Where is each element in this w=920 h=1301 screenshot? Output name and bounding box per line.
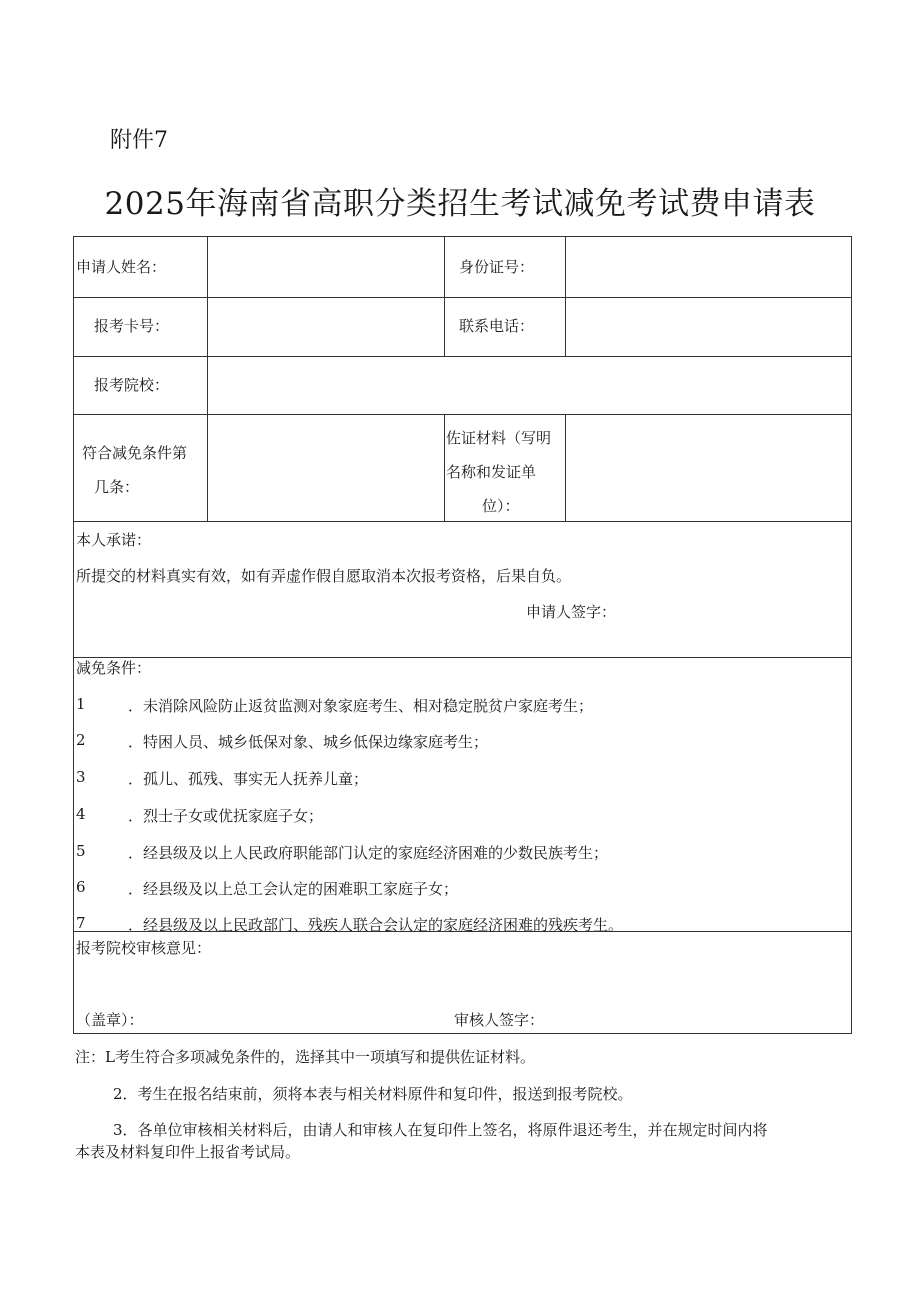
review-opinion-field[interactable] [74, 967, 851, 1003]
condition-number: 5 [76, 842, 86, 860]
condition-number: 6 [76, 878, 86, 896]
phone-label: 联系电话： [459, 317, 535, 335]
condition-number: 3 [76, 768, 86, 786]
column-divider [444, 237, 445, 356]
condition-label-line2: 几条： [94, 478, 140, 496]
id-number-label: 身份证号： [459, 258, 535, 276]
promise-text: 所提交的材料真实有效，如有弄虚作假自愿取消本次报考资格，后果自负。 [76, 567, 572, 585]
condition-number: 7 [76, 914, 86, 932]
attachment-label: 附件7 [110, 128, 168, 153]
note-3-line2: 本表及材料复印件上报省考试局。 [75, 1143, 301, 1161]
school-field[interactable] [208, 357, 851, 414]
exam-card-label: 报考卡号： [94, 317, 170, 335]
condition-text: ．孤儿、孤残、事实无人抚养儿童； [128, 770, 369, 788]
phone-field[interactable] [566, 298, 851, 356]
note-1: 注：L考生符合多项减免条件的，选择其中一项填写和提供佐证材料。 [75, 1048, 535, 1066]
conditions-heading: 减免条件： [76, 659, 152, 677]
condition-number-field[interactable] [208, 415, 444, 521]
review-heading: 报考院校审核意见： [76, 939, 212, 957]
exam-card-field[interactable] [208, 298, 444, 356]
evidence-field[interactable] [566, 415, 851, 521]
evidence-label-line2: 名称和发证单 [446, 463, 537, 481]
evidence-label-line1: 佐证材料（写明 [446, 429, 552, 447]
condition-text: ．未消除风险防止返贫监测对象家庭考生、相对稳定脱贫户家庭考生； [128, 697, 594, 715]
column-divider [444, 414, 445, 521]
evidence-label-line3: 位）： [482, 497, 520, 515]
condition-text: ．经县级及以上总工会认定的困难职工家庭子女； [128, 880, 459, 898]
seal-label: （盖章）： [76, 1011, 144, 1029]
reviewer-signature-label: 审核人签字： [454, 1011, 545, 1029]
name-field[interactable] [208, 237, 444, 297]
condition-text: ．烈士子女或优抚家庭子女； [128, 807, 324, 825]
condition-text: ．特困人员、城乡低保对象、城乡低保边缘家庭考生； [128, 733, 489, 751]
condition-text: ．经县级及以上民政部门、残疾人联合会认定的家庭经济困难的残疾考生。 [128, 916, 624, 934]
applicant-signature-label: 申请人签字： [526, 603, 617, 621]
condition-number: 1 [76, 695, 86, 713]
note-2: 2．考生在报名结束前，须将本表与相关材料原件和复印件，报送到报考院校。 [113, 1085, 633, 1103]
school-label: 报考院校： [94, 376, 170, 394]
promise-heading: 本人承诺： [76, 531, 152, 549]
condition-label-line1: 符合减免条件第 [82, 444, 188, 462]
condition-number: 2 [76, 731, 86, 749]
page-title: 2025年海南省高职分类招生考试减免考试费申请表 [104, 186, 816, 222]
condition-text: ．经县级及以上人民政府职能部门认定的家庭经济困难的少数民族考生； [128, 844, 609, 862]
id-number-field[interactable] [566, 237, 851, 297]
row-divider [74, 657, 851, 658]
row-divider [74, 521, 851, 522]
application-form-table [73, 236, 852, 1034]
name-label: 申请人姓名： [76, 258, 167, 276]
condition-number: 4 [76, 805, 86, 823]
note-3-line1: 3．各单位审核相关材料后，由请人和审核人在复印件上签名，将原件退还考生，并在规定时间内将 [113, 1121, 768, 1139]
